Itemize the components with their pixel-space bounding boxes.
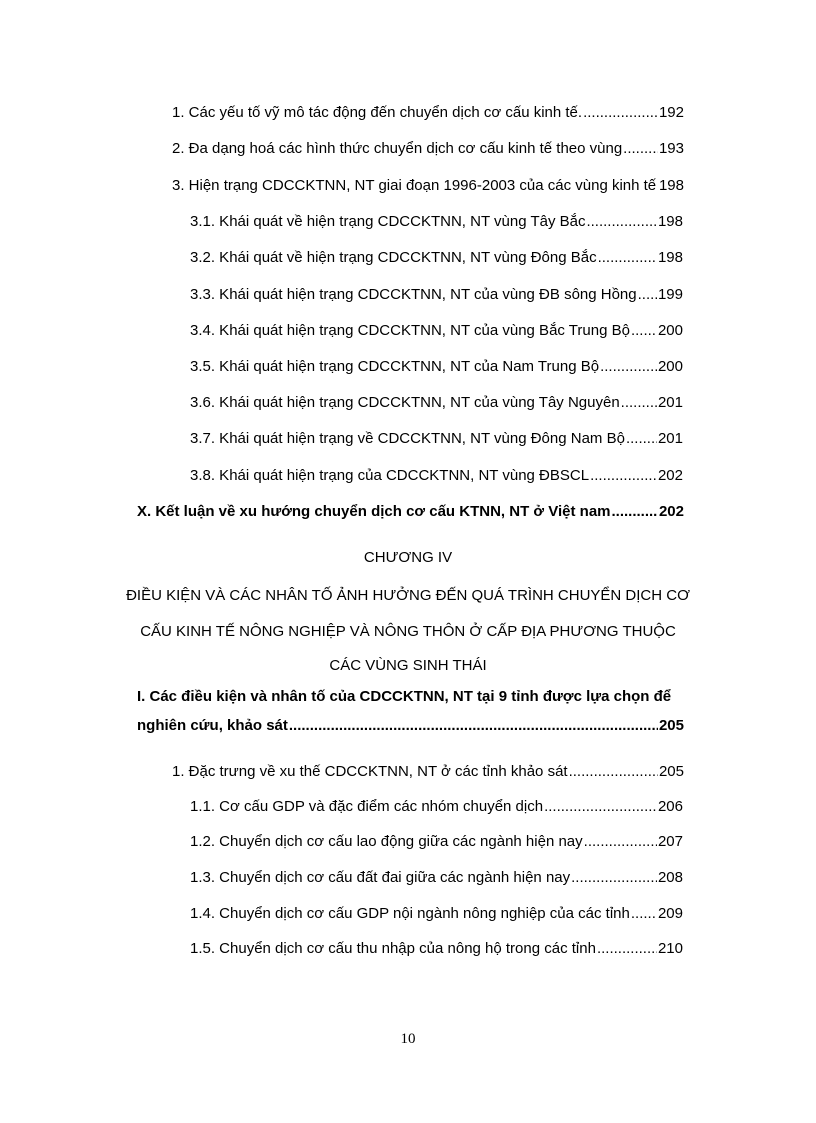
toc-leader-dots [597,939,657,959]
toc-entry [190,868,683,888]
toc-leader-dots [590,466,657,486]
toc-leader-dots [623,139,658,159]
toc-entry-page: 199 [657,286,683,303]
chapter-label: CHƯƠNG IV [363,549,453,566]
toc-entry-page: 198 [657,213,683,230]
toc-entry-title: 1.1. Cơ cấu GDP và đặc điểm các nhóm chuyển dịch [190,798,544,815]
toc-entry-title: 3.8. Khái quát hiện trạng của CDCCKTNN, NT vùng ĐBSCL [190,467,590,484]
toc-entry-page: 201 [657,394,683,411]
toc-entry [190,285,683,305]
toc-entry [190,429,683,449]
toc-leader-dots [638,285,657,305]
toc-entry-title: 1.5. Chuyển dịch cơ cấu thu nhập của nông hộ trong các tỉnh [190,940,596,957]
toc-entry-page: 208 [657,869,683,886]
toc-entry [190,248,683,268]
toc-entry-title: 3.1. Khái quát về hiện trạng CDCCKTNN, NT vùng Tây Bắc [190,213,586,230]
toc-leader-dots [612,502,658,522]
toc-entry-page: 193 [658,140,684,157]
toc-section-title: X. Kết luận về xu hướng chuyển dịch cơ cấu KTNN, NT ở Việt nam [137,503,611,520]
toc-section-heading: I. Các điều kiện và nhân tố của CDCCKTNN, NT tại 9 tỉnh được lựa chọn để [137,688,672,705]
toc-leader-dots [569,762,658,782]
toc-entry-page: 201 [657,430,683,447]
toc-entry-title: 1.2. Chuyển dịch cơ cấu lao động giữa các ngành hiện nay [190,833,583,850]
toc-entry [190,466,683,486]
toc-entry-page: 206 [657,798,683,815]
toc-entry [190,321,683,341]
toc-entry [172,762,684,782]
toc-entry [172,176,684,196]
toc-leader-dots [657,176,658,196]
toc-leader-dots [600,357,657,377]
toc-section-page: 205 [658,717,684,734]
toc-section-title: nghiên cứu, khảo sát [137,717,288,734]
toc-entry [190,393,683,413]
toc-entry-page: 210 [657,940,683,957]
toc-entry [190,939,683,959]
toc-entry-title: 1. Các yếu tố vỹ mô tác động đến chuyển dịch cơ cấu kinh tế. [172,104,583,121]
toc-entry-title: 3.7. Khái quát hiện trạng về CDCCKTNN, NT vùng Đông Nam Bộ [190,430,625,447]
toc-entry-page: 202 [657,467,683,484]
toc-entry-title: 3.3. Khái quát hiện trạng CDCCKTNN, NT của vùng ĐB sông Hồng [190,286,637,303]
toc-section-page: 202 [658,503,684,520]
toc-leader-dots [586,212,657,232]
toc-leader-dots [571,868,657,888]
toc-entry [190,832,683,852]
toc-leader-dots [544,797,657,817]
toc-entry [190,357,683,377]
toc-leader-dots [583,103,658,123]
toc-entry-page: 200 [657,358,683,375]
toc-section-heading [137,716,684,736]
toc-entry-page: 207 [657,833,683,850]
toc-entry [190,904,683,924]
toc-entry-title: 3.2. Khái quát về hiện trạng CDCCKTNN, NT vùng Đông Bắc [190,249,597,266]
toc-leader-dots [626,429,657,449]
toc-entry-page: 200 [657,322,683,339]
toc-leader-dots [621,393,657,413]
toc-entry [190,797,683,817]
chapter-title-line: CẤU KINH TẾ NÔNG NGHIỆP VÀ NÔNG THÔN Ở CẤP ĐỊA PHƯƠNG THUỘC [140,623,676,640]
toc-leader-dots [289,716,658,736]
toc-leader-dots [598,248,657,268]
toc-section-heading [137,502,684,522]
toc-entry [172,139,684,159]
toc-entry-page: 198 [658,177,684,194]
chapter-title-line: CÁC VÙNG SINH THÁI [329,657,487,674]
toc-entry-page: 192 [658,104,684,121]
toc-leader-dots [631,321,657,341]
toc-entry [172,103,684,123]
toc-entry-page: 209 [657,905,683,922]
toc-entry-title: 3.4. Khái quát hiện trạng CDCCKTNN, NT của vùng Bắc Trung Bộ [190,322,630,339]
toc-entry-title: 1.4. Chuyển dịch cơ cấu GDP nội ngành nông nghiệp của các tỉnh [190,905,630,922]
toc-leader-dots [584,832,657,852]
toc-entry-title: 3. Hiện trạng CDCCKTNN, NT giai đoạn 1996-2003 của các vùng kinh tế [172,177,657,194]
chapter-title-line: ĐIỀU KIỆN VÀ CÁC NHÂN TỐ ẢNH HƯỞNG ĐẾN QUÁ TRÌNH CHUYỂN DỊCH CƠ [126,587,690,604]
page-number: 10 [400,1031,416,1047]
toc-entry-title: 1. Đặc trưng về xu thế CDCCKTNN, NT ở các tỉnh khảo sát [172,763,568,780]
toc-entry-title: 3.5. Khái quát hiện trạng CDCCKTNN, NT của Nam Trung Bộ [190,358,600,375]
toc-entry-title: 3.6. Khái quát hiện trạng CDCCKTNN, NT của vùng Tây Nguyên [190,394,620,411]
toc-entry-title: 1.3. Chuyển dịch cơ cấu đất đai giữa các ngành hiện nay [190,869,571,886]
toc-leader-dots [631,904,657,924]
toc-entry-title: 2. Đa dạng hoá các hình thức chuyển dịch cơ cấu kinh tế theo vùng [172,140,623,157]
toc-entry [190,212,683,232]
toc-entry-page: 205 [658,763,684,780]
toc-entry-page: 198 [657,249,683,266]
